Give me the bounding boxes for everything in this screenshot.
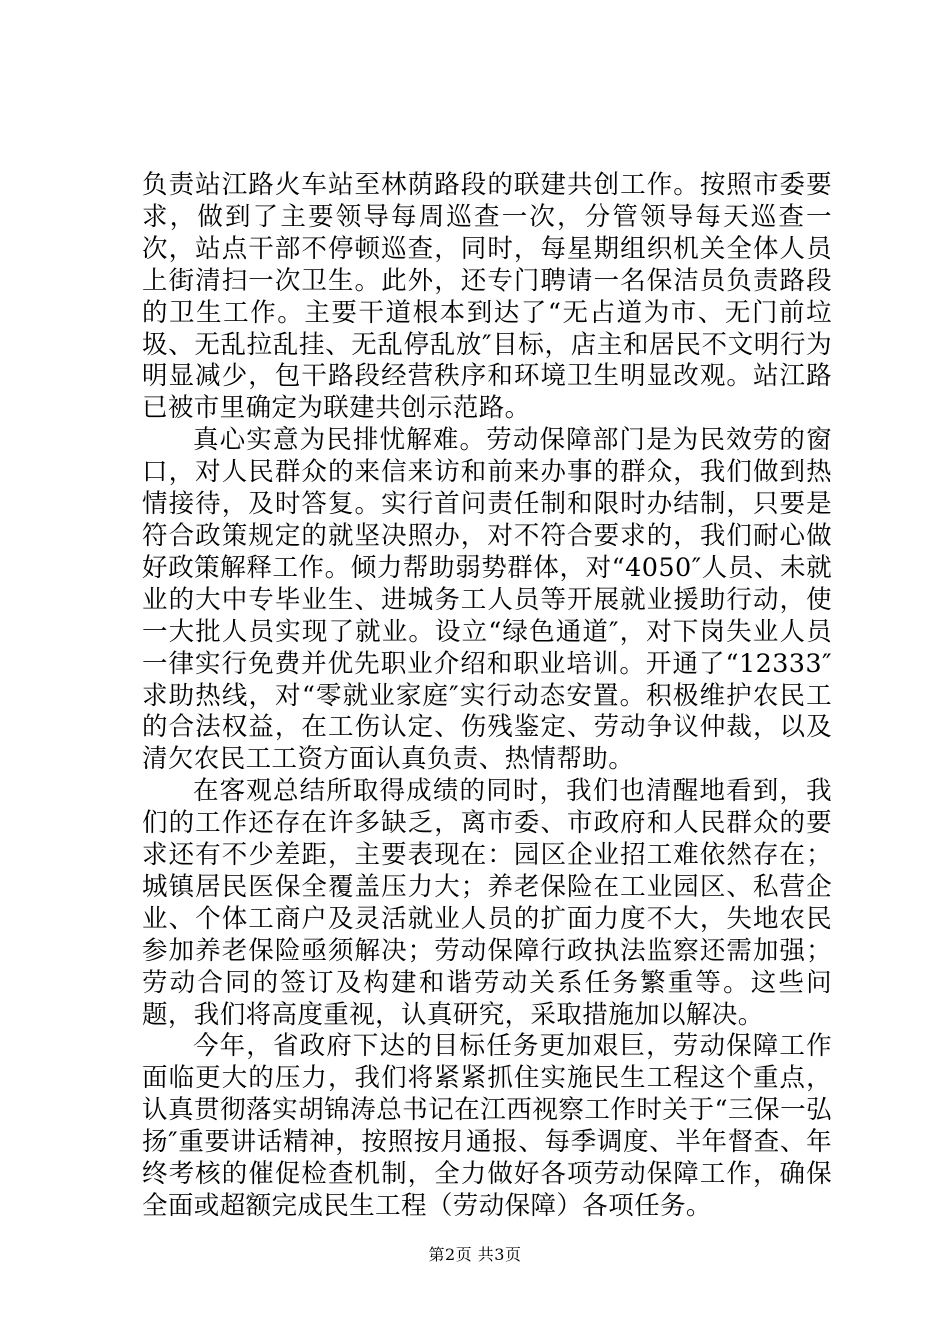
paragraph-1: 负责站江路火车站至林荫路段的联建共创工作。按照市委要求，做到了主要领导每周巡查一次，分管领导每天巡查一次，站点干部不停顿巡查，同时，每星期组织机关全体人员上街清扫一次卫生。此外，还专门聘请一名保洁员负责路段的卫生工作。主要干道根本到达了“无占道为市、无门前垃圾、无乱拉乱挂、无乱停乱放″目标，店主和居民不文明行为明显减少，包干路段经营秩序和环境卫生明显改观。站江路已被市里确定为联建共创示范路。 bbox=[142, 170, 832, 424]
document-body bbox=[142, 170, 832, 1223]
paragraph-4: 今年，省政府下达的目标任务更加艰巨，劳动保障工作面临更大的压力，我们将紧紧抓住实施民生工程这个重点，认真贯彻落实胡锦涛总书记在江西视察工作时关于“三保一弘扬″重要讲话精神，按照按月通报、每季调度、半年督查、年终考核的催促检查机制，全力做好各项劳动保障工作，确保全面或超额完成民生工程（劳动保障）各项任务。 bbox=[142, 1031, 832, 1221]
page-number-footer: 第2页 共3页 bbox=[428, 1245, 522, 1264]
paragraph-3: 在客观总结所取得成绩的同时，我们也清醒地看到，我们的工作还存在许多缺乏，离市委、市政府和人民群众的要求还有不少差距，主要表现在：园区企业招工难依然存在；城镇居民医保全覆盖压力大；养老保险在工业园区、私营企业、个体工商户及灵活就业人员的扩面力度不大，失地农民参加养老保险亟须解决；劳动保障行政执法监察还需加强；劳动合同的签订及构建和谐劳动关系任务繁重等。这些问题，我们将高度重视，认真研究，采取措施加以解决。 bbox=[142, 776, 832, 1030]
paragraph-2: 真心实意为民排忧解难。劳动保障部门是为民效劳的窗口，对人民群众的来信来访和前来办事的群众，我们做到热情接待，及时答复。实行首问责任制和限时办结制，只要是符合政策规定的就坚决照办，对不符合要求的，我们耐心做好政策解释工作。倾力帮助弱势群体，对“4050″人员、未就业的大中专毕业生、进城务工人员等开展就业援助行动，使一大批人员实现了就业。设立“绿色通道″，对下岗失业人员一律实行免费并优先职业介绍和职业培训。开通了“12333″求助热线，对“零就业家庭″实行动态安置。积极维护农民工的合法权益，在工伤认定、伤残鉴定、劳动争议仲裁，以及清欠农民工工资方面认真负责、热情帮助。 bbox=[142, 425, 832, 775]
